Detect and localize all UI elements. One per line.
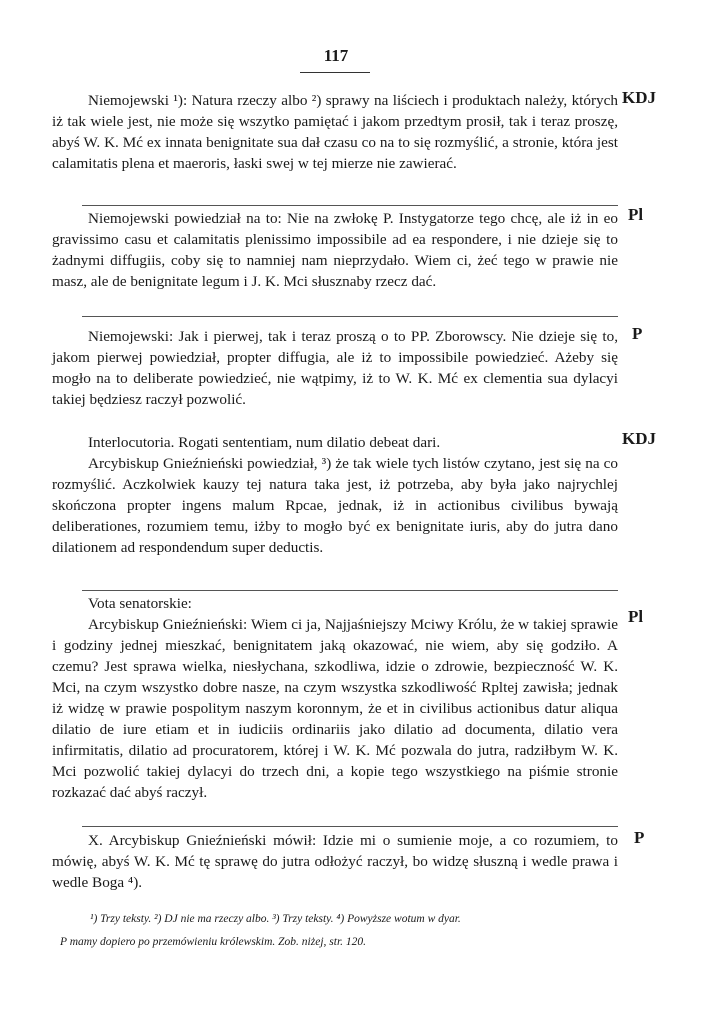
paragraph: Niemojewski: Jak i pierwej, tak i teraz proszą o to PP. Zborowscy. Nie dzieje się to, jakom pierwej powiedział, propter diffugia, ale iż to impossibile powiedzieć. Ażeby się mogło na to deliberate powiedzieć, nie wątpimy, iż to W. K. Mć ex clementia sua dylacyi takiej będziesz raczył pozwolić.	[52, 328, 618, 408]
paragraph: Niemojewski powiedział na to: Nie na zwłokę P. Instygatorze tego chcę, ale iż in eo gravissimo casu et calamitatis plenissimo impossibile ad ea respondere, i nie dzieje się to żadnymi diffugiis, coby się to namniej nam nieprzydało. Wiem ci, żeć tego w prawie nie masz, ale de benignitate legum i J. K. Mci słusznaby rzecz dać.	[52, 210, 618, 290]
paragraph: Niemojewski ¹): Natura rzeczy albo ²) sprawy na liściech i produktach należy, których iż tak wiele jest, nie może się wszytko pamiętać i jakom przedtym prosił, tak i teraz proszę, abyś W. K. Mć ex innata benignitate sua dał czasu co na to się rozmyślić, a stronie, która jest calamitatis plena et maeroris, łaski swej w tej mierze nie zawierać.	[52, 92, 618, 172]
section-5	[52, 593, 618, 803]
page-number: 117	[323, 46, 349, 65]
section-divider	[82, 590, 618, 591]
paragraph: Vota senatorskie:	[88, 595, 192, 612]
paragraph: Arcybiskup Gnieźnieński powiedział, ³) że tak wiele tych listów czytano, jest się na co rozmyślić. Aczkolwiek kauzy tej natura taka jest, iż potrzeba, aby była jako najrychlej skończona propter ingens malum Rpcae, jednak, iż in actionibus civilibus bywają deliberationes, rozumiem temu, iżby to mogło być ex benignitate iuris, aby do jutra dano dilationem ad respondendum super deductis.	[52, 455, 618, 556]
paragraph: X. Arcybiskup Gnieźnieński mówił: Idzie mi o sumienie moje, a co rozumiem, to mówię, abyś W. K. Mć tę sprawę do jutra odłożyć raczył, bo widzę słuszną i wedle prawa i wedle Boga ⁴).	[52, 832, 618, 891]
section-6	[52, 830, 618, 893]
footnote-line: P mamy dopiero po przemówieniu królewskim. Zob. niżej, str. 120.	[60, 936, 367, 948]
footnotes	[60, 908, 630, 954]
side-mark-6: P	[634, 828, 645, 847]
section-divider	[82, 826, 618, 827]
section-3	[52, 326, 618, 410]
page-number-underline	[300, 72, 370, 73]
section-divider	[82, 316, 618, 317]
paragraph: Interlocutoria. Rogati sententiam, num dilatio debeat dari.	[88, 434, 441, 451]
section-4	[52, 432, 618, 558]
section-2	[52, 208, 618, 292]
side-mark-4: KDJ	[622, 429, 656, 448]
footnote-line: ¹) Trzy teksty. ²) DJ nie ma rzeczy albo. ³) Trzy teksty. ⁴) Powyższe wotum w dyar.	[90, 913, 461, 925]
side-mark-2: Pl	[628, 205, 644, 224]
side-mark-1: KDJ	[622, 88, 656, 107]
side-mark-5: Pl	[628, 607, 644, 626]
paragraph: Arcybiskup Gnieźnieński: Wiem ci ja, Najjaśniejszy Mciwy Królu, że w takiej sprawie i godziny jednej mieszkać, benignitatem jaką okazować, nie wiem, aby się godziło. A czemu? Jest sprawa wielka, niesłychana, szkodliwa, idzie o zdrowie, bezpieczność W. K. Mci, na czym wszystko dobre nasze, na czym wszystka szkodliwość Rpltej zawisła; jednak iż widzę w prawie pospolitym naszym koronnym, że et in civilibus actionibus datur aliqua dilatio de iure etiam et in iudiciis ordinariis jako dilatio ad documenta, dilatio vera infirmitatis, dilatio ad procuratorem, której i W. K. Mć pozwala do jutra, radziłbym W. K. Mci pozwolić takiej dylacyi do trzech dni, a kopie tego wszystkiego na piśmie stronie rozkazać dać abyś raczył.	[52, 616, 618, 801]
section-1	[52, 90, 618, 174]
side-mark-3: P	[632, 324, 643, 343]
section-divider	[82, 205, 618, 206]
